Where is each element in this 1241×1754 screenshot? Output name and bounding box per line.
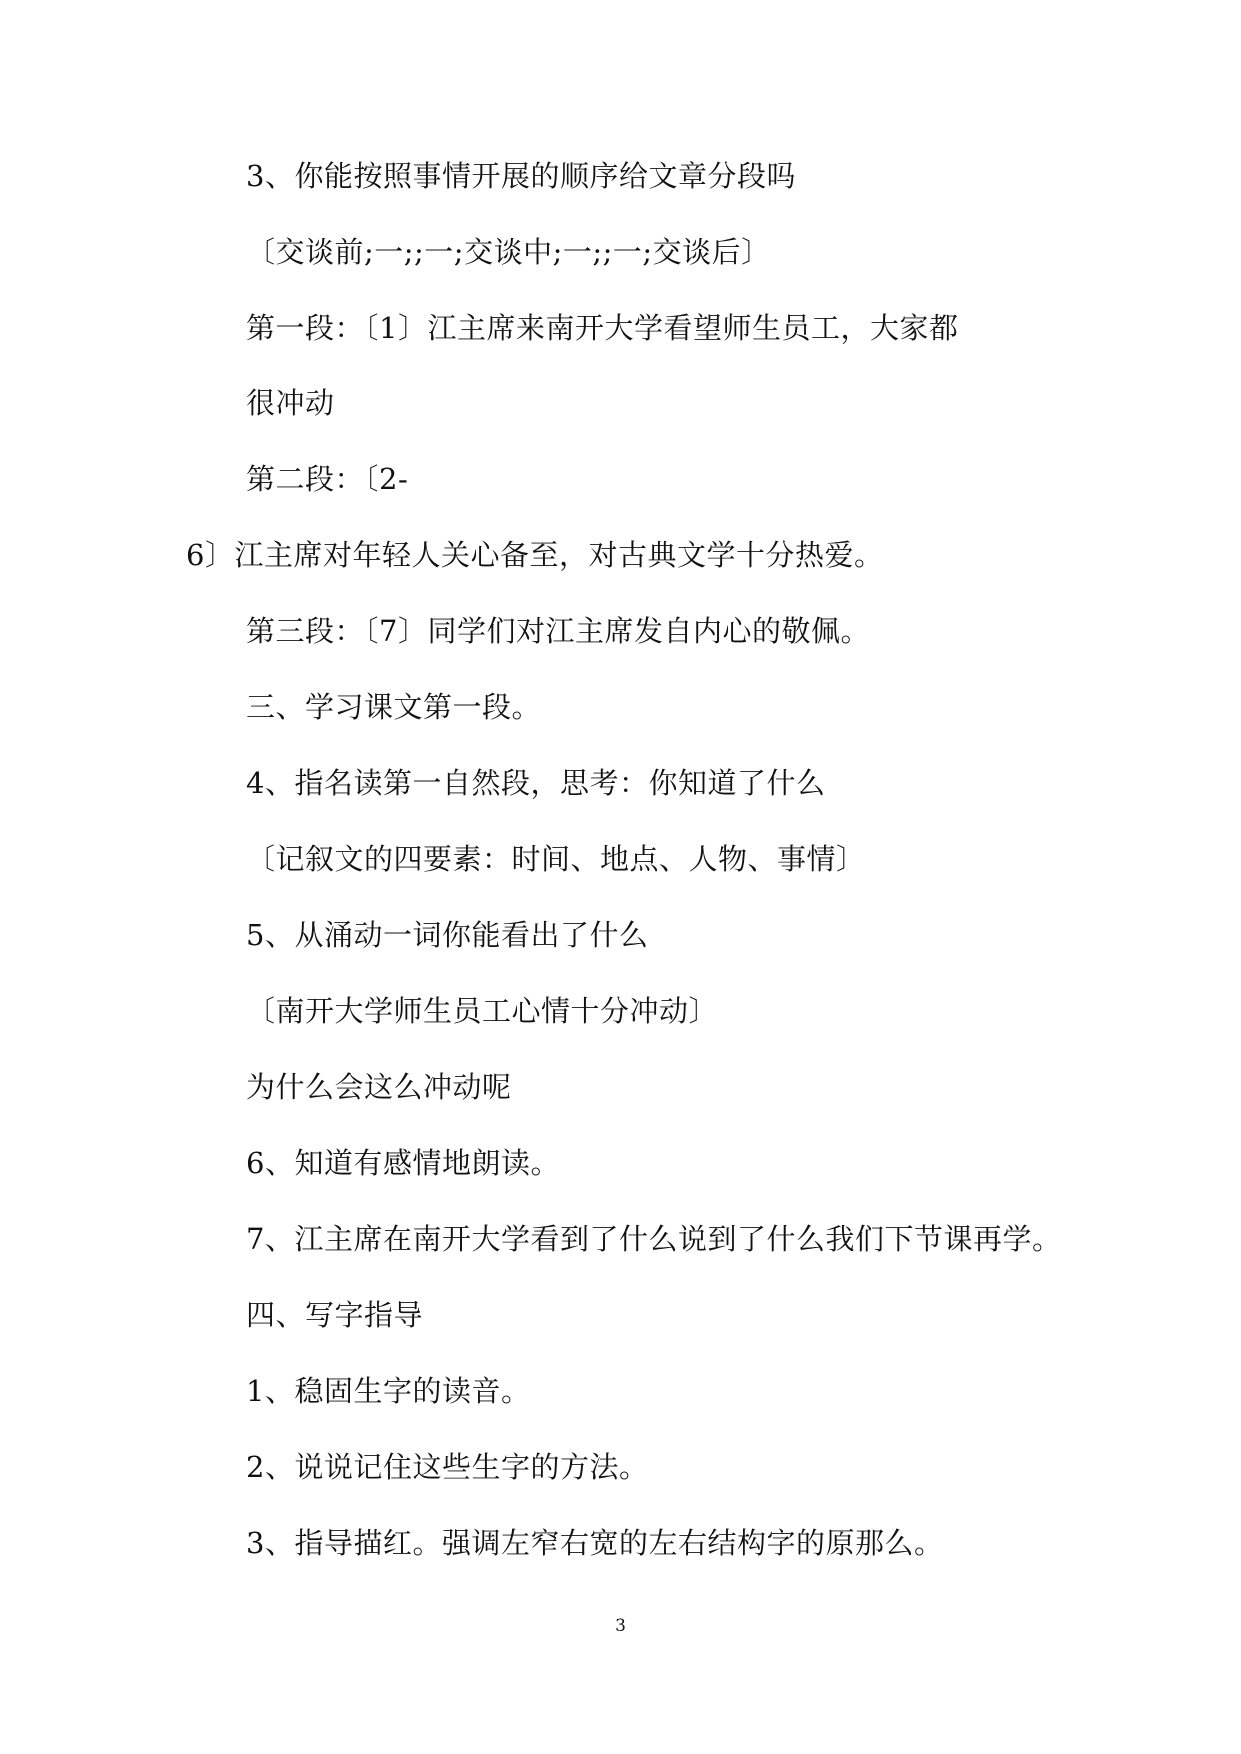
- writing-step-3: 3、指导描红。强调左窄右宽的左右结构字的原那么。: [246, 1526, 944, 1560]
- writing-step-1: 1、稳固生字的读音。: [246, 1374, 531, 1408]
- follow-up-question: 为什么会这么冲动呢: [246, 1070, 512, 1104]
- paragraph-three-summary: 第三段：〔7〕同学们对江主席发自内心的敬佩。: [246, 614, 870, 648]
- question-4-text: 4、指名读第一自然段，思考：你知道了什么: [246, 766, 826, 800]
- answer-sequence-note: 〔交谈前;一;;一;交谈中;一;;一;交谈后〕: [246, 235, 771, 269]
- step-7-text: 7、江主席在南开大学看到了什么说到了什么我们下节课再学。: [246, 1222, 1062, 1256]
- paragraph-two-label: 第二段：〔2-: [246, 462, 409, 496]
- question-3-text: 3、你能按照事情开展的顺序给文章分段吗: [246, 159, 796, 193]
- step-6-text: 6、知道有感情地朗读。: [246, 1146, 560, 1180]
- section-four-heading: 四、写字指导: [246, 1298, 424, 1332]
- narrative-elements-note: 〔记叙文的四要素：时间、地点、人物、事情〕: [246, 842, 866, 876]
- question-5-text: 5、从涌动一词你能看出了什么: [246, 918, 649, 952]
- question-5-answer: 〔南开大学师生员工心情十分冲动〕: [246, 994, 719, 1028]
- paragraph-two-summary: 6〕江主席对年轻人关心备至，对古典文学十分热爱。: [186, 538, 884, 572]
- section-three-heading: 三、学习课文第一段。: [246, 690, 542, 724]
- writing-step-2: 2、说说记住这些生字的方法。: [246, 1450, 649, 1484]
- paragraph-one-continuation: 很冲动: [246, 386, 335, 420]
- paragraph-one-summary: 第一段：〔1〕江主席来南开大学看望师生员工，大家都: [246, 311, 959, 345]
- page-number: 3: [615, 1616, 626, 1636]
